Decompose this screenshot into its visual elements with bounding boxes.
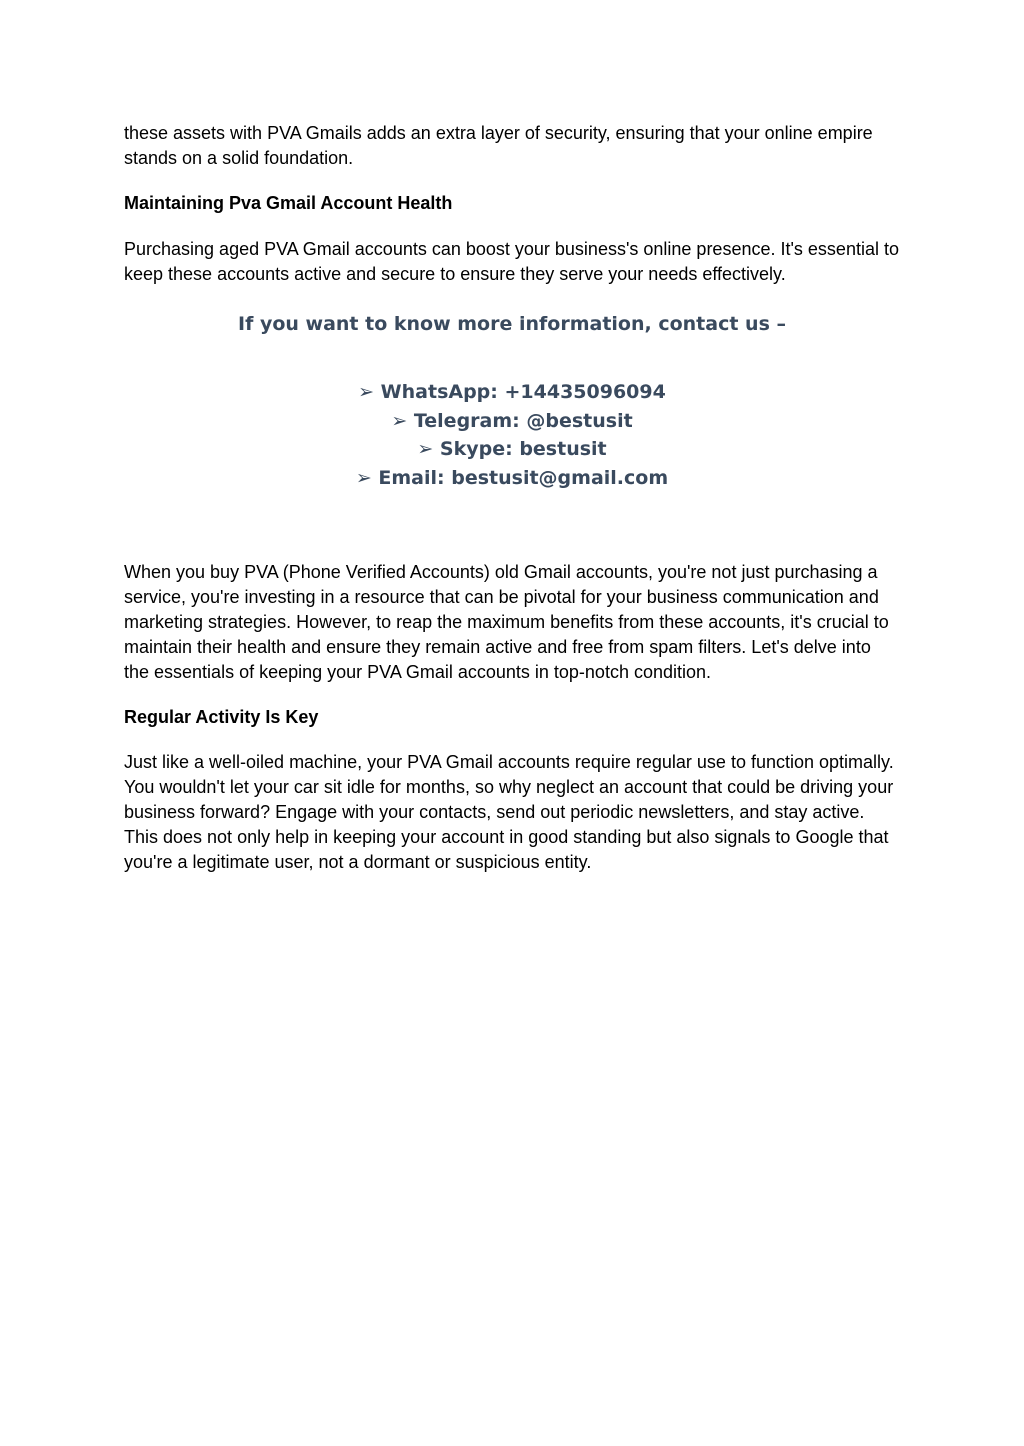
contact-heading: If you want to know more information, contact us – bbox=[238, 313, 786, 335]
document-body bbox=[124, 121, 900, 875]
contact-skype: ➢ Skype: bestusit bbox=[417, 438, 607, 460]
buying-pva-paragraph: When you buy PVA (Phone Verified Accounts) old Gmail accounts, you're not just purchasing a service, you're investing in a resource that can be pivotal for your business communication and marketing strategies. However, to reap the maximum benefits from these accounts, it's crucial to maintain their health and ensure they remain active and free from spam filters. Let's delve into the essentials of keeping your PVA Gmail accounts in top-notch condition. bbox=[124, 562, 889, 682]
section-heading-regular-activity: Regular Activity Is Key bbox=[124, 707, 319, 727]
section-heading-maintaining: Maintaining Pva Gmail Account Health bbox=[124, 193, 453, 213]
purchasing-paragraph: Purchasing aged PVA Gmail accounts can boost your business's online presence. It's essential to keep these accounts active and secure to ensure they serve your needs effectively. bbox=[124, 239, 899, 284]
contact-email: ➢ Email: bestusit@gmail.com bbox=[355, 466, 669, 489]
intro-paragraph: these assets with PVA Gmails adds an extra layer of security, ensuring that your online empire stands on a solid foundation. bbox=[124, 123, 873, 168]
contact-telegram: ➢ Telegram: @bestusit bbox=[391, 409, 633, 432]
spacer bbox=[124, 492, 900, 560]
regular-activity-paragraph: Just like a well-oiled machine, your PVA Gmail accounts require regular use to function optimally. You wouldn't let your car sit idle for months, so why neglect an account that could be driving your business forward? Engage with your contacts, send out periodic newsletters, and stay active. This does not only help in keeping your account in good standing but also signals to Google that you're a legitimate user, not a dormant or suspicious entity. bbox=[124, 752, 894, 872]
contact-block bbox=[124, 309, 900, 492]
contact-list bbox=[124, 378, 900, 492]
contact-whatsapp: ➢ WhatsApp: +14435096094 bbox=[358, 381, 666, 403]
